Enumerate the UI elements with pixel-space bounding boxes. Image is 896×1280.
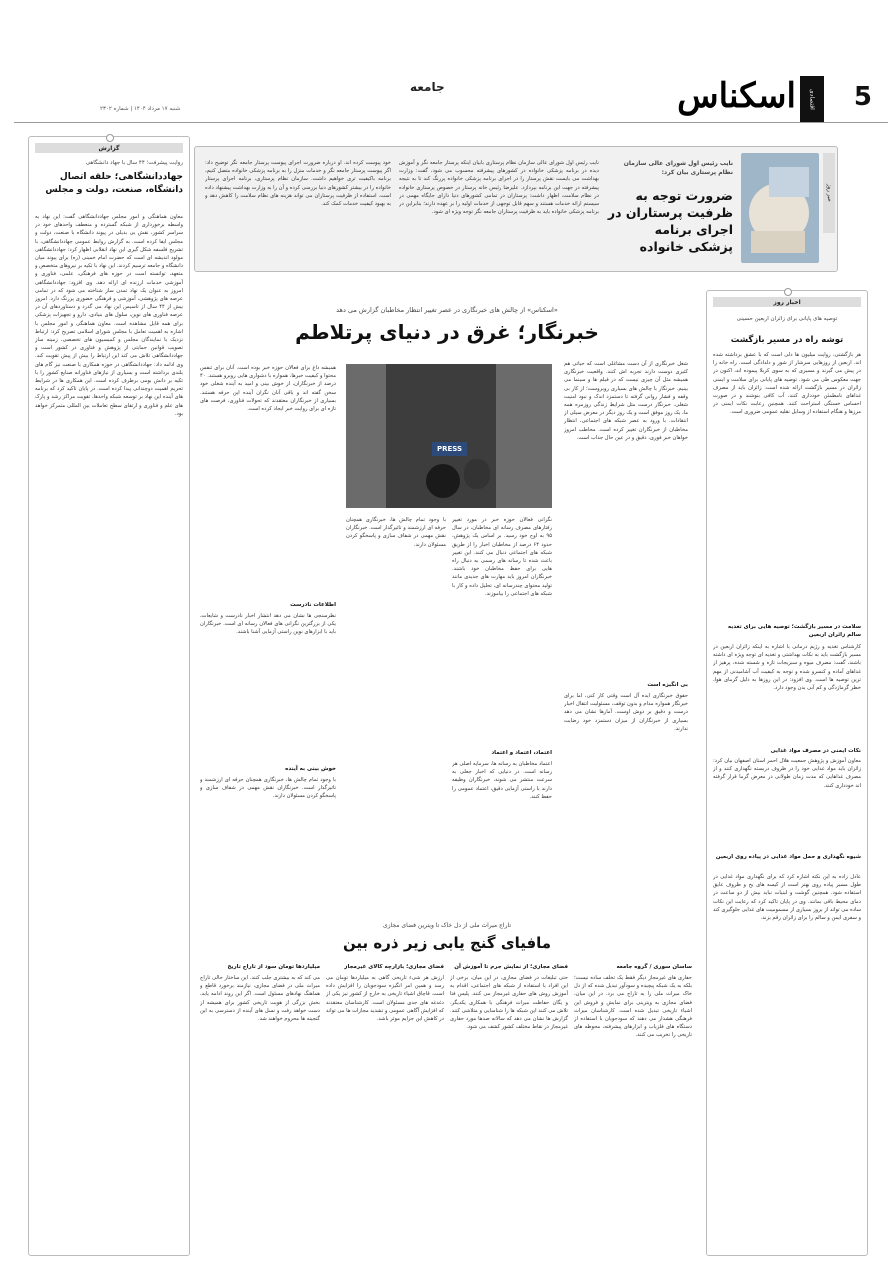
nurse-photo xyxy=(741,153,819,263)
center-title: خبرنگار؛ غرق در دنیای پرتلاطم xyxy=(295,320,599,344)
page-number: 5 xyxy=(853,82,872,112)
center-col-mid: نگرانی فعالان حوزه خبر در مورد تغییر رفتارهای مصرف رسانه ای مخاطبان، در سال ۹۵ به اوج خود رسید. بر اساس یک پژوهش، حدود ۶۴ درصد از مخاطبان اخبار را از طریق شبکه های اجتماعی دنبال می کنند. این تغییر باعث شده تا رسانه های رسمی به دنبال راه هایی برای حفظ مخاطبان خود باشند. خبرنگاران امروز باید مهارت های جدیدی مانند تولید محتوای چندرسانه ای، تحلیل داده و کار با شبکه های اجتماعی را بیاموزند. xyxy=(452,517,552,597)
left-report-box xyxy=(28,136,190,1256)
center-col-left2: نظرسنجی ها نشان می دهد انتشار اخبار نادرست و شایعات، یکی از بزرگترین نگرانی های فعالان رسانه ای است. خبرنگاران باید با ابزارهای نوین راستی آزمایی آشنا باشند. xyxy=(200,613,336,636)
bottom-sub3: فضای مجازی؛ از نمایش جرم تا آموزش آن xyxy=(454,964,568,970)
right-news-box xyxy=(706,290,868,1256)
right-item1-title: توشه راه در مسیر بازگشت xyxy=(730,335,844,345)
top-news-title: ضرورت توجه به ظرفیت پرستاران در اجرای برنامه پزشکی خانواده xyxy=(607,188,733,254)
center-sub1: بی انگیزه است xyxy=(647,682,688,688)
bottom-col4: می کند که به بیشتری جلب کنند. این ساختار حالی تاراج میراث ملی در فضای مجازی، نیازمند برخورد قاطع و هماهنگ نهادهای مسئول است. اگر این روند ادامه یابد، بخش بزرگی از هویت تاریخی کشور برای همیشه از دست خواهد رفت و نسل های آینده از دسترسی به این گنجینه ها محروم خواهند شد. xyxy=(200,975,320,1023)
right-item2-title: سلامت در مسیر بازگشت؛ توصیه هایی برای تغذیه سالم زائران اربعین xyxy=(727,624,861,638)
microphone-icon xyxy=(426,464,460,498)
top-news-kicker: نایب رئیس اول شورای عالی سازمان نظام پرستاری بیان کرد: xyxy=(623,160,733,176)
press-photo xyxy=(346,364,552,508)
section-title: جامعه xyxy=(410,80,445,94)
right-item2-body: کارشناس تغذیه و رژیم درمانی با اشاره به اینکه زائران اربعین در مسیر بازگشت باید به نکات بهداشتی و تغذیه ای توجه ویژه ای داشته باشند، گفت: مصرف میوه و سبزیجات تازه و شسته شده، پرهیز از غذاهای آماده و کنسرو شده و توجه به کیفیت آب آشامیدنی از مهم ترین توصیه ها است. وی افزود: در این روزها به دلیل گرمای هوا، خطر گرمازدگی و کم آبی بدن وجود دارد. xyxy=(713,644,861,692)
clip-icon xyxy=(784,288,792,296)
center-col-midleft: با وجود تمام چالش ها، خبرنگاری همچنان حرفه ای ارزشمند و تاثیرگذار است. خبرنگاران نقش مهمی در شفاف سازی و پاسخگو کردن مسئولان دارند. xyxy=(346,517,446,548)
top-news-tab: خبر روز xyxy=(823,153,835,233)
center-col-left: همیشه داغ برای فعالان حوزه خبر بوده است. آنان برای تنفس محتوا و کیفیت خبرها، همواره با دشواری هایی روبرو هستند. ۴۰ درصد از خبرنگاران، از خوش بینی و امید به آینده شغلی خود سخن گفته اند و باقی آنان نگران آینده این حرفه هستند. بسیاری از خبرنگاران معتقدند که تحولات فناوری، فرصت های تازه ای برای روایت خبر ایجاد کرده است. xyxy=(200,365,336,413)
center-col-left3: با وجود تمام چالش ها، خبرنگاری همچنان حرفه ای ارزشمند و تاثیرگذار است. خبرنگاران نقش مهمی در شفاف سازی و پاسخگو کردن مسئولان دارند. xyxy=(200,777,336,800)
center-kicker: «اسکناس» از چالش های خبرنگاری در عصر تغییر انتظار مخاطبان گزارش می دهد xyxy=(336,306,558,314)
right-item4-body: عادل زاده به این نکته اشاره کرد که برای نگهداری مواد غذایی در طول مسیر پیاده روی بهتر است از کیسه های یخ و ظروف عایق استفاده شود. همچنین گوشت و لبنیات نباید بیش از دو ساعت در دمای محیط باقی بمانند. وی در پایان تاکید کرد که رعایت این نکات ساده می تواند از بروز بسیاری از مسمومیت های غذایی جلوگیری کند و سفری ایمن و سالم را برای زائران رقم بزند. xyxy=(713,874,861,922)
masthead: اسکناس xyxy=(677,76,796,116)
bottom-col2: حتی تبلیغات در فضای مجازی، در این میان، برخی از این افراد با استفاده از شبکه های اجتماعی، اقدام به آموزش روش های حفاری غیرمجاز می کنند. پلیس فتا و یگان حفاظت میراث فرهنگی با همکاری یکدیگر، تلاش می کنند این شبکه ها را شناسایی و متلاشی کنند. گزارش ها نشان می دهد که سالانه صدها مورد حفاری غیرمجاز در نقاط مختلف کشور کشف می شود. xyxy=(450,975,568,1031)
left-report-title: جهاددانشگاهی؛ حلقه اتصال دانشگاه، صنعت، دولت و مجلس xyxy=(45,172,183,195)
center-col-right: شغل خبرنگاری از آن دست مشاغلی است که حیاتی هم کثیری دوست دارند تجربه اش کنند. واقعیت خبرنگاری همیشه مثل آن چیزی نیست که در فیلم ها و سینما می بینیم. خبرنگار با چالش های بسیاری روبروست؛ از کار بی وقفه و فشار روانی گرفته تا دستمزد اندک و نبود امنیت شغلی. خبرنگار درست مثل شرایط زندگی روزمره همه ما، یک روز موفق است و یک روز دیگر در معرض سیلی از انتقادات. با ورود به عصر شبکه های اجتماعی، انتظار مخاطبان از خبرنگاران تغییر کرده است. مخاطب امروز خواهان خبر فوری، دقیق و در عین حال جذاب است. xyxy=(564,361,688,441)
center-sub2: اعتماد، اعتماد و اعتماد xyxy=(491,750,552,756)
center-col-right2: حقوق خبرنگاری ایده آل است وقتی کار کنی، اما برای خبرنگار همواره مدام و بدون توقف، مسئولیت انتقال اخبار درست و دقیق بر دوش اوست. آمارها نشان می دهد بسیاری از خبرنگاران از میزان دستمزد خود رضایت ندارند. xyxy=(564,693,688,732)
dateline: شنبه ۱۷ مرداد ۱۴۰۴ | شماره ۲۳۰۲ xyxy=(100,106,181,112)
top-news-col1: نایب رئیس اول شورای عالی سازمان نظام پرستاری بابیان اینکه پرستار جامعه نگر و آموزش دیده در برنامه پزشکی خانواده در کشورهای پیشرفته محسوب می شود، گفت: وزارت بهداشت می بایست نقش پرستار را در اجرای برنامه پزشکی خانواده پررنگ کند تا به نتیجه پیشرفته در جهت این برنامه بپردازد. علیرضا رئیس خانه پرستار در خصوص پرستاری خانواده در نظام سلامت، اظهار داشت: پرستاران در تمامی کشورهای دنیا دارای جایگاه مهمی در سیستم ارائه خدمات هستند و سهم قابل توجهی از خدمات اولیه را بر عهده دارند؛ بنابراین در برنامه پزشکی خانواده باید به ظرفیت پرستاران جامعه نگر توجه ویژه ای شود. xyxy=(399,160,599,216)
center-sub4: خوش بینی به آینده xyxy=(285,766,336,772)
left-report-tab: گزارش xyxy=(35,143,183,153)
left-report-body: معاون هماهنگی و امور مجلس جهاددانشگاهی گفت: این نهاد به واسطه برخورداری از شبکه گسترده و منعطف واحدهای خود در سراسر کشور، نقش بی بدیلی در پیوند دانشگاه با صنعت، دولت و مجلس ایفا کرده است. به گزارش روابط عمومی جهاددانشگاهی، با تشریح فلسفه شکل گیری این نهاد انقلابی اظهار کرد: جهاددانشگاهی مولود اندیشه ای است که حضرت امام خمینی (ره) برای پیوند میان دانشگاه و جامعه ترسیم کردند. این نهاد با تکیه بر نیروهای متخصص و متعهد، توانسته است در حوزه های فرهنگی، علمی، فناوری و آموزشی خدمات ارزنده ای ارائه دهد. وی افزود: جهاددانشگاهی امروز به عنوان یک نهاد تمدن ساز شناخته می شود که در تمامی عرصه های پژوهشی، آموزشی و فرهنگی حضوری پررنگ دارد. امروز بیش از ۴۴ سال از تاسیس این نهاد می گذرد و دستاوردهای آن در عرصه فناوری های نوین، سلول های بنیادی، دارو و تجهیزات پزشکی برای همه قابل مشاهده است. معاون هماهنگی و امور مجلس با اشاره به اهمیت تعامل با مجلس شورای اسلامی تصریح کرد: ارتباط نزدیک با نمایندگان مجلس و کمیسیون های تخصصی، زمینه ساز تصویب قوانین حمایتی از پژوهش و فناوری در کشور است و جهاددانشگاهی تلاش می کند این ارتباط را بیش از پیش تقویت کند. وی ادامه داد: جهاددانشگاهی در حوزه همکاری با صنعت نیز گام های بلندی برداشته است و بسیاری از نیازهای فناورانه صنایع کشور را با تکیه بر دانش بومی برطرف کرده است. این همکاری ها در شرایط تحریم اهمیت دوچندانی پیدا کرده است. در پایان تاکید کرد که برنامه های آینده این نهاد بر توسعه شبکه واحدها، تقویت مراکز رشد و پارک های علم و فناوری و ارتقای سطح تعاملات بین المللی متمرکز خواهد بود. xyxy=(35,214,183,417)
clip-icon xyxy=(106,134,114,142)
center-sub3: اطلاعات نادرست xyxy=(290,602,336,608)
right-item4-title: شیوه نگهداری و حمل مواد غذایی در پیاده روی اربعین xyxy=(715,854,861,860)
bottom-sub1: فضای مجازی؛ بازارچه کالای غیرمجاز xyxy=(344,964,444,970)
microphone-icon xyxy=(464,459,490,489)
right-news-tab: اخبار روز xyxy=(713,297,861,307)
right-item3-body: معاون آموزش و پژوهش جمعیت هلال احمر استان اصفهان بیان کرد: زائران باید مواد غذایی خود را در ظروف دربسته نگهداری کنند و از مصرف غذاهایی که مدت زمان طولانی در معرض گرما قرار گرفته اند خودداری کنند. xyxy=(713,758,861,789)
bottom-title: مافیای گنج یابی زیر ذره بین xyxy=(342,934,552,952)
left-report-kicker: روایت پیشرفت؛ ۴۴ سال با جهاد دانشگاهی xyxy=(85,160,183,166)
bottom-col1: حفاری های غیرمجاز دیگر فقط یک تخلف ساده نیست؛ بلکه به یک شبکه پیچیده و سودآور تبدیل شده که از دل خاک میراث ملی را به تاراج می برد. در این میان، فضای مجازی به ویترینی برای نمایش و فروش این اشیاء تاریخی تبدیل شده است. کارشناسان میراث فرهنگی هشدار می دهند که سودجویان با استفاده از دستگاه های فلزیاب و ابزارهای پیشرفته، محوطه های تاریخی را تخریب می کنند. xyxy=(574,975,692,1039)
right-item1-kicker: توصیه های پایانی برای زائران اربعین حسینی xyxy=(736,316,838,322)
center-article xyxy=(194,290,700,908)
right-item1-body: هر بازگشتی، روایت میلیون ها دلی است که با عشق برداشته شده اند. اربعین از روزهایی سرشار از شور و دلدادگی است. راه خانه را در پیش می گیرند و مسیری که به سوی کربلا پیموده اند، اکنون در جهت معکوس طی می شود. توصیه های پایانی برای سلامت و ایمنی زائران در مسیر بازگشت ارائه شده است. زائران باید از مصرف غذاهای نامطمئن خودداری کنند، آب کافی بنوشند و در صورت احساس خستگی استراحت کنند. همچنین رعایت نکات ایمنی در مرزها و هنگام استفاده از وسایل نقلیه عمومی ضروری است. xyxy=(713,352,861,416)
header-rule xyxy=(14,122,888,123)
right-item3-title: نکات ایمنی در مصرف مواد غذایی xyxy=(770,748,861,754)
bottom-sub2: میلیاردها تومان سود از تاراج تاریخ xyxy=(227,964,320,970)
bottom-kicker: تاراج میراث ملی از دل خاک تا ویترین فضای مجازی xyxy=(383,922,511,929)
press-label: PRESS xyxy=(432,442,467,456)
center-col-mid2: اعتماد مخاطبان به رسانه ها، سرمایه اصلی هر رسانه است. در دنیایی که اخبار جعلی به سرعت منتشر می شوند، خبرنگاران وظیفه دارند با راستی آزمایی دقیق، اعتماد عمومی را حفظ کنند. xyxy=(452,761,552,800)
masthead-tag: اقتصادی xyxy=(800,76,824,122)
bottom-byline: ساسان سوری / گروه جامعه xyxy=(616,964,692,970)
bottom-article xyxy=(194,916,700,1254)
bottom-col3: ارزش هر شیء تاریخی گاهی به میلیاردها تومان می رسد و همین امر انگیزه سودجویان را افزایش داده است. قاچاق اشیاء تاریخی به خارج از کشور نیز یکی از دغدغه های جدی مسئولان است. کارشناسان معتقدند که افزایش آگاهی عمومی و تشدید مجازات ها می تواند در کاهش این جرایم موثر باشد. xyxy=(326,975,444,1023)
top-news-box xyxy=(194,146,838,272)
top-news-col2: خود پیوست کرده اند. او درباره ضرورت اجرای پیوست پرستار جامعه نگر توضیح داد: اگر پیوست پرستار جامعه نگر و خدمات منزل را به برنامه پزشکی خانواده متصل کنیم، برنامه باکیفیت تری خواهیم داشت. سازمان نظام پرستاری، برنامه اجرای پرستار خانواده را در بیشتر کشورهای دنیا بررسی کرده و آن را به وزارت بهداشت پیشنهاد داده است. استفاده از ظرفیت پرستاران می تواند هزینه های نظام سلامت را کاهش دهد و به بهبود کیفیت خدمات کمک کند. xyxy=(205,160,391,208)
